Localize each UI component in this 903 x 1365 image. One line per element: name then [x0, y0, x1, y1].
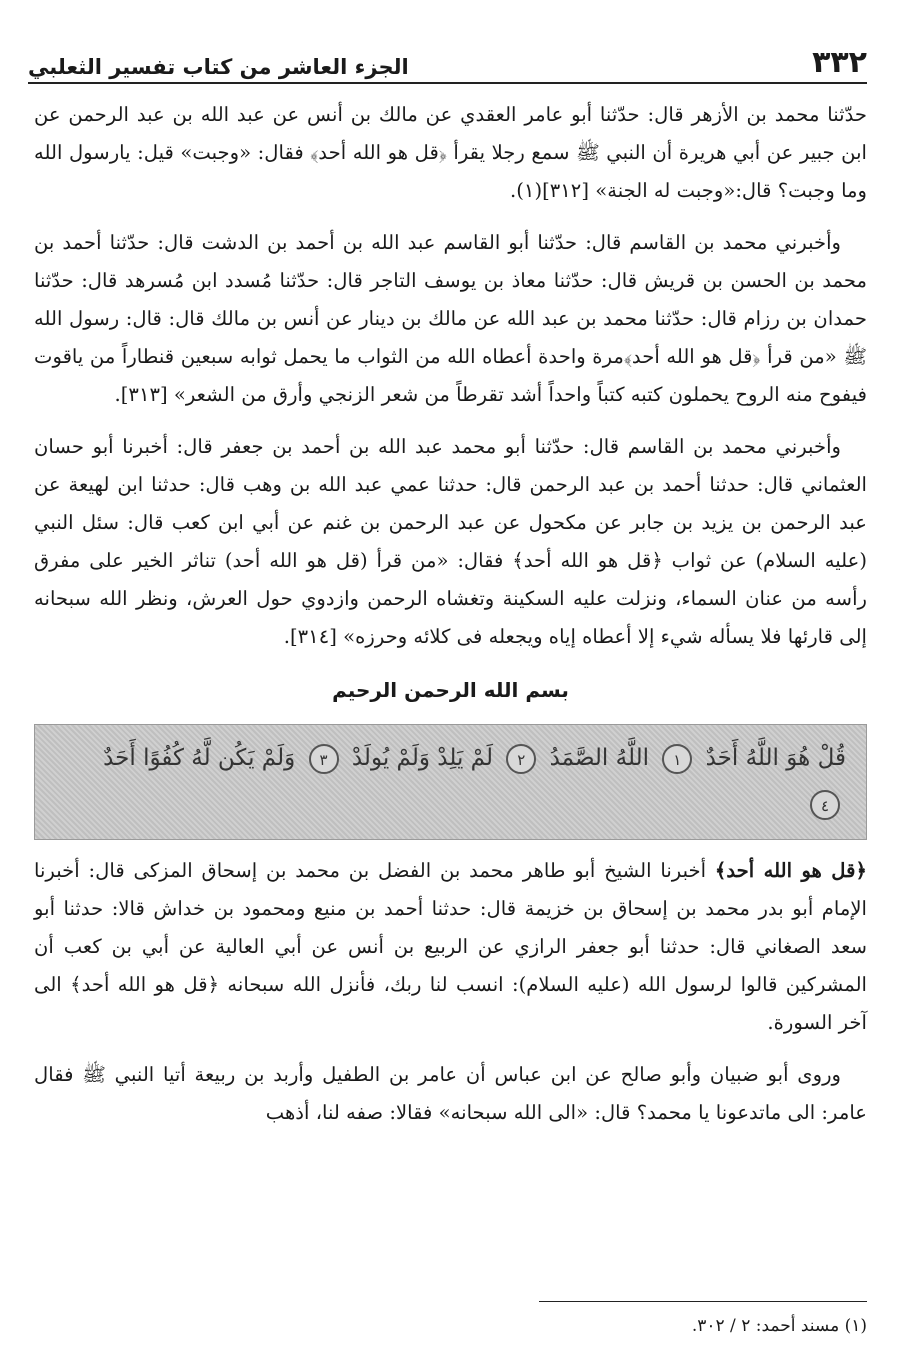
page-number: ٣٣٢: [812, 45, 867, 80]
paragraph-5: [34, 1056, 867, 1132]
paragraph-1: [34, 96, 867, 210]
paragraph-text: وأخبرني محمد بن القاسم قال: حدّثنا أبو محمد عبد الله بن أحمد بن جعفر قال: أخبرنا أبو حسان العثماني قال: حدثنا أحمد بن عبد الرحمن قال: حدثنا عمي عبد الله بن وهب قال: حدثنا ابن لهيعة عن عبد الرحمن بن يزيد بن جابر عن مكحول عن عبد الرحمن بن غنم عن أبي ابن كعب قال: سئل النبي (عليه السلام) عن ثواب ﴿قل هو الله أحد﴾ فقال: «من قرأ (قل هو الله أحد) تناثر الخير على مفرق رأسه من عنان السماء، ونزلت عليه السكينة وتغشاه الرحمن وازدوي حول العرش، ونظر الله سبحانه إلى قارئها فلا يسأله شيء إلا أعطاه إياه ويجعله فى كلائه وحرزه» [٣١٤].: [34, 435, 867, 648]
ayah-text: اللَّهُ الصَّمَدُ: [549, 745, 649, 771]
running-head: [28, 36, 867, 84]
paragraph-text: وروى أبو ضبيان وأبو صالح عن ابن عباس أن عامر بن الطفيل وأربد بن ربيعة أتيا النبي ﷺ فقال عامر: الى ماتدعونا يا محمد؟ قال: «الى الله سبحانه» فقالا: صفه لنا، أذهب: [34, 1063, 867, 1124]
paragraph-2: [34, 224, 867, 414]
ayah-text: قُلْ هُوَ اللَّهُ أَحَدٌ: [705, 745, 846, 771]
paragraph-3: [34, 428, 867, 656]
basmala-heading: بسم الله الرحمن الرحيم: [332, 678, 569, 702]
paragraph-text: وأخبرني محمد بن القاسم قال: حدّثنا أبو القاسم عبد الله بن أحمد بن الدشت قال: حدّثنا أحمد بن محمد بن الحسن بن قريش قال: حدّثنا معاذ بن يوسف التاجر قال: حدّثنا مُسدد ابن مُسرهد قال: حدّثنا حمدان بن رزام قال: حدّثنا محمد بن عبد الله عن مالك بن دينار عن أنس بن مالك قال: قال: رسول الله ﷺ «من قرأ ﴿قل هو الله أحد﴾مرة واحدة أعطاه الله من الثواب ما يحمل ثوابه سبعين قنطاراً من ياقوت فيفوح منه الروح يحملون كتبه كتباً واحداً أشد تقرطاً من شعر الزنجي وأرق من الشعر» [٣١٣].: [34, 231, 867, 406]
ayah-number-marker: ٢: [506, 744, 536, 774]
footnote: (١) مسند أحمد: ٢ / ٣٠٢.: [691, 1316, 867, 1336]
footnote-divider: [539, 1301, 867, 1302]
running-title: الجزء العاشر من كتاب تفسير الثعلبي: [28, 55, 409, 79]
ayah-number-marker: ١: [662, 744, 692, 774]
quranic-quote-lead: ﴿قل هو الله أحد﴾: [714, 859, 867, 882]
ayah-text: وَلَمْ يَكُن لَّهُ كُفُوًا أَحَدٌ: [103, 745, 296, 771]
ayah-number-marker: ٣: [309, 744, 339, 774]
quran-verses-box: [34, 724, 867, 840]
page-body: [34, 96, 867, 1146]
paragraph-text: أخبرنا الشيخ أبو طاهر محمد بن الفضل بن محمد بن إسحاق المزكى قال: أخبرنا الإمام أبو بدر محمد بن إسحاق بن خزيمة قال: حدثنا أحمد بن منيع ومحمود بن خداش قالا: حدثنا أبو سعد الصغاني قال: حدثنا أبو جعفر الرازي عن الربيع بن أنس عن أبي العالية عن أبي بن كعب أن المشركين قالوا لرسول الله (عليه السلام): انسب لنا ربك، فأنزل الله سبحانه ﴿قل هو الله أحد﴾ الى آخر السورة.: [34, 859, 867, 1034]
paragraph-text: حدّثنا محمد بن الأزهر قال: حدّثنا أبو عامر العقدي عن مالك بن أنس عن عبد الله بن عبد الرحمن عن ابن جبير عن أبي هريرة أن النبي ﷺ سمع رجلا يقرأ ﴿قل هو الله أحد﴾ فقال: «وجبت» قيل: يارسول الله وما وجبت؟ قال:«وجبت له الجنة» [٣١٢](١).: [34, 103, 867, 202]
ayah-number-marker: ٤: [810, 790, 840, 820]
paragraph-4: [34, 852, 867, 1042]
ayah-text: لَمْ يَلِدْ وَلَمْ يُولَدْ: [351, 745, 493, 771]
